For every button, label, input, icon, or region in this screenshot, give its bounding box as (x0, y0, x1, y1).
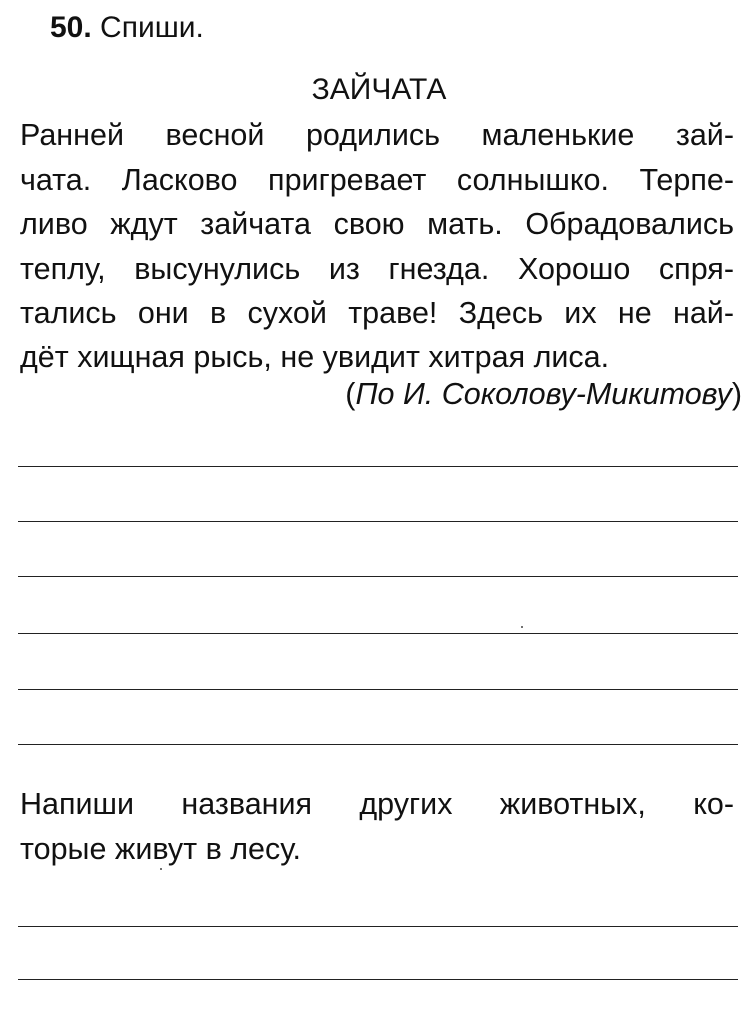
writing-line[interactable] (18, 689, 738, 690)
print-speck (521, 626, 523, 628)
task2-line-1: Напиши названия других животных, ко- (20, 787, 734, 821)
story-title: ЗАЙЧАТА (311, 73, 447, 106)
story-line-1: Ранней весной родились маленькие зай- (20, 118, 734, 152)
attribution-author: По И. Соколову-Микитову (355, 377, 732, 411)
writing-line[interactable] (18, 633, 738, 634)
attribution-close-paren: ) (731, 377, 742, 411)
story-line-2: чата. Ласково пригревает солнышко. Терпе- (20, 163, 734, 197)
story-line-3: ливо ждут зайчата свою мать. Обрадовались (20, 207, 734, 241)
exercise-header (50, 6, 204, 50)
story-line-4: теплу, высунулись из гнезда. Хорошо спря- (20, 252, 734, 286)
answer-line[interactable] (18, 979, 738, 980)
story-line-5: тались они в сухой траве! Здесь их не най- (20, 296, 734, 330)
story-attribution (345, 372, 742, 416)
attribution-open-paren: ( (345, 377, 356, 411)
writing-line[interactable] (18, 521, 738, 522)
exercise-instruction: Спиши. (91, 11, 204, 44)
story-line-6: дёт хищная рысь, не увидит хитрая лиса. (20, 340, 610, 374)
exercise-number: 50. (50, 11, 92, 44)
task2-line-2: торые живут в лесу. (20, 832, 301, 866)
writing-line[interactable] (18, 744, 738, 745)
answer-line[interactable] (18, 926, 738, 927)
writing-line[interactable] (18, 576, 738, 577)
writing-line[interactable] (18, 466, 738, 467)
